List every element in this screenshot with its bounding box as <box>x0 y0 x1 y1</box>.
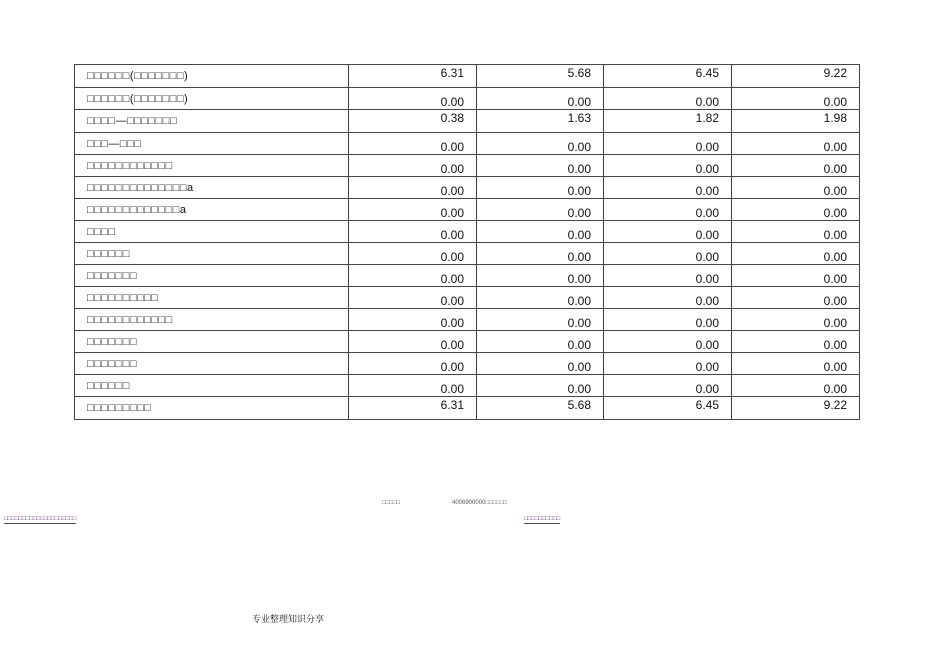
table-row <box>75 397 860 420</box>
value-cell: 0.00 <box>477 133 604 155</box>
value-cell: 0.00 <box>349 177 477 199</box>
value-cell: 0.00 <box>732 331 860 353</box>
row-label: □□□□□□□ <box>75 353 349 375</box>
data-table <box>74 64 860 420</box>
row-label: □□□□□□□ <box>75 265 349 287</box>
value-cell: 0.00 <box>477 353 604 375</box>
table-row <box>75 309 860 331</box>
value-cell: 9.22 <box>732 65 860 88</box>
row-label: □□□□—□□□□□□□ <box>75 110 349 133</box>
row-label: □□□□□□□□□□□□ <box>75 155 349 177</box>
value-cell: 0.00 <box>477 265 604 287</box>
value-cell: 0.00 <box>732 155 860 177</box>
value-cell: 1.98 <box>732 110 860 133</box>
value-cell: 0.00 <box>349 155 477 177</box>
value-cell: 0.00 <box>732 88 860 110</box>
row-label: □□□□□□(□□□□□□□) <box>75 88 349 110</box>
value-cell: 0.00 <box>604 287 732 309</box>
value-cell: 0.00 <box>604 221 732 243</box>
row-label: □□□□□□□□□ <box>75 397 349 420</box>
value-cell: 0.00 <box>477 221 604 243</box>
value-cell: 1.82 <box>604 110 732 133</box>
row-label: □□□□□□□□□□□□□□a <box>75 177 349 199</box>
value-cell: 0.00 <box>349 309 477 331</box>
value-cell: 0.00 <box>732 221 860 243</box>
contact-number: 4006900000□□□□□□ <box>452 500 508 506</box>
value-cell: 0.38 <box>349 110 477 133</box>
value-cell: 5.68 <box>477 65 604 88</box>
value-cell: 0.00 <box>477 199 604 221</box>
value-cell: 0.00 <box>732 375 860 397</box>
value-cell: 6.45 <box>604 65 732 88</box>
table-row <box>75 375 860 397</box>
table-row <box>75 287 860 309</box>
share-caption: 专业整理知识分享 <box>252 615 325 625</box>
value-cell: 0.00 <box>477 331 604 353</box>
row-label: □□□□□□ <box>75 375 349 397</box>
value-cell: 0.00 <box>732 243 860 265</box>
value-cell: 0.00 <box>477 243 604 265</box>
value-cell: 1.63 <box>477 110 604 133</box>
value-cell: 0.00 <box>604 375 732 397</box>
value-cell: 0.00 <box>477 155 604 177</box>
value-cell: 0.00 <box>732 287 860 309</box>
value-cell: 6.31 <box>349 65 477 88</box>
value-cell: 6.31 <box>349 397 477 420</box>
value-cell: 0.00 <box>349 287 477 309</box>
value-cell: 0.00 <box>732 199 860 221</box>
row-label: □□□□□□□ <box>75 331 349 353</box>
value-cell: 0.00 <box>477 287 604 309</box>
value-cell: 0.00 <box>477 375 604 397</box>
row-label: □□□□□□□□□□□□□a <box>75 199 349 221</box>
table-row <box>75 65 860 88</box>
table-row <box>75 265 860 287</box>
value-cell: 0.00 <box>732 133 860 155</box>
value-cell: 0.00 <box>349 88 477 110</box>
table-row <box>75 221 860 243</box>
value-cell: 0.00 <box>604 155 732 177</box>
value-cell: 0.00 <box>604 133 732 155</box>
row-label: □□□□□□ <box>75 243 349 265</box>
table-row <box>75 133 860 155</box>
table-row <box>75 88 860 110</box>
value-cell: 0.00 <box>349 265 477 287</box>
table-row <box>75 155 860 177</box>
value-cell: 0.00 <box>604 177 732 199</box>
value-cell: 0.00 <box>604 353 732 375</box>
value-cell: 0.00 <box>349 221 477 243</box>
row-label: □□□□□□(□□□□□□□) <box>75 65 349 88</box>
table-row <box>75 199 860 221</box>
value-cell: 0.00 <box>349 353 477 375</box>
value-cell: 0.00 <box>349 243 477 265</box>
value-cell: 0.00 <box>604 88 732 110</box>
value-cell: 0.00 <box>349 375 477 397</box>
table-row <box>75 110 860 133</box>
value-cell: 0.00 <box>349 133 477 155</box>
value-cell: 0.00 <box>732 265 860 287</box>
value-cell: 0.00 <box>477 177 604 199</box>
value-cell: 0.00 <box>604 265 732 287</box>
row-label: □□□□ <box>75 221 349 243</box>
left-link[interactable]: □□□□□□□□□□□□□□□□□□□□ <box>4 516 77 522</box>
value-cell: 0.00 <box>477 309 604 331</box>
value-cell: 9.22 <box>732 397 860 420</box>
data-table-body <box>75 65 860 420</box>
table-row <box>75 243 860 265</box>
right-link[interactable]: □□□□□□□□□□ <box>524 516 561 522</box>
row-label: □□□□□□□□□□ <box>75 287 349 309</box>
row-label: □□□—□□□ <box>75 133 349 155</box>
value-cell: 0.00 <box>604 243 732 265</box>
value-cell: 0.00 <box>349 331 477 353</box>
contact-label: □□□□□ <box>382 500 401 506</box>
value-cell: 0.00 <box>477 88 604 110</box>
value-cell: 0.00 <box>349 199 477 221</box>
value-cell: 0.00 <box>604 309 732 331</box>
value-cell: 0.00 <box>604 199 732 221</box>
row-label: □□□□□□□□□□□□ <box>75 309 349 331</box>
value-cell: 0.00 <box>732 353 860 375</box>
table-row <box>75 331 860 353</box>
value-cell: 6.45 <box>604 397 732 420</box>
value-cell: 0.00 <box>732 309 860 331</box>
table-row <box>75 353 860 375</box>
value-cell: 0.00 <box>604 331 732 353</box>
table-row <box>75 177 860 199</box>
value-cell: 5.68 <box>477 397 604 420</box>
value-cell: 0.00 <box>732 177 860 199</box>
